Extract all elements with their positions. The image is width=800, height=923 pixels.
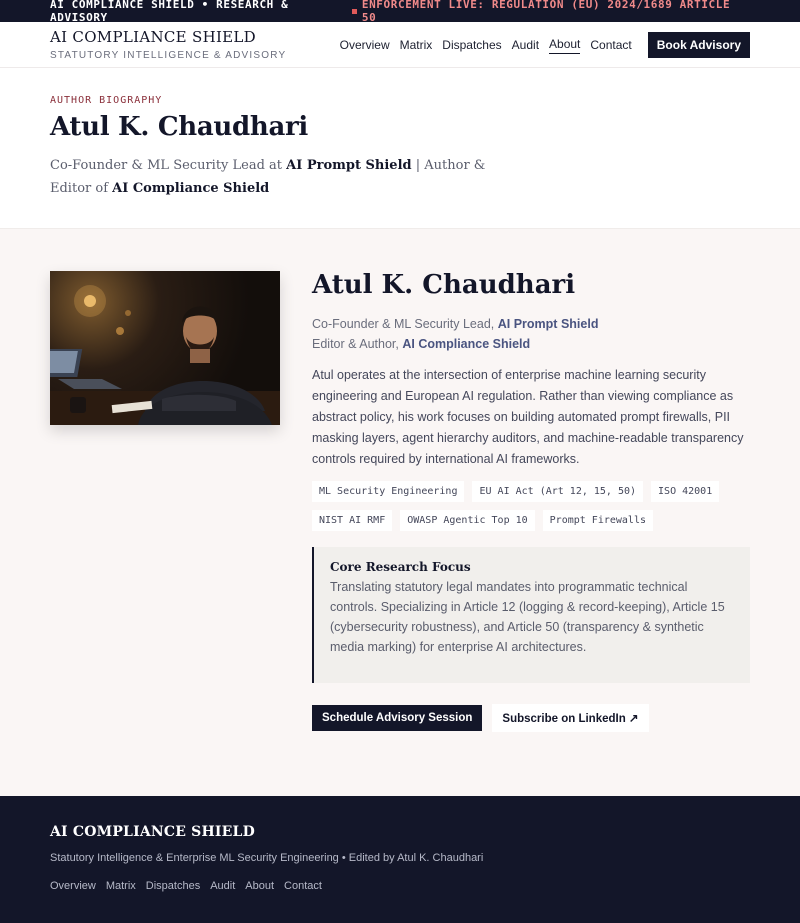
expertise-tags bbox=[312, 481, 742, 531]
author-portrait bbox=[50, 271, 280, 425]
role-2-org-link[interactable]: AI Compliance Shield bbox=[402, 337, 531, 351]
profile-section bbox=[0, 229, 800, 796]
nav-about[interactable]: About bbox=[549, 35, 580, 54]
footer-link-matrix[interactable]: Matrix bbox=[105, 880, 136, 892]
profile-actions bbox=[312, 704, 750, 732]
lead-text-2: | Author & Editor of bbox=[50, 158, 486, 196]
nav-contact[interactable]: Contact bbox=[590, 37, 632, 52]
hero-lead bbox=[50, 154, 520, 200]
schedule-advisory-button[interactable]: Schedule Advisory Session bbox=[312, 705, 482, 731]
callout-body: Translating statutory legal mandates into programmatic technical controls. Specializing in Article 12 (logging & record-keeping), Article 15 (cybersecurity robustness), and Article 50 (transparency & synthetic media marking) for enterprise AI architectures. bbox=[330, 580, 725, 654]
profile-name: Atul K. Chaudhari bbox=[312, 270, 576, 300]
alert-text: ENFORCEMENT LIVE: REGULATION (EU) 2024/1689 ARTICLE 50 bbox=[361, 0, 731, 24]
alert-dot-icon bbox=[352, 9, 357, 14]
role-2-prefix: Editor & Author, bbox=[312, 337, 403, 351]
profile-roles bbox=[312, 314, 750, 354]
profile-content bbox=[312, 271, 750, 796]
nav-audit[interactable]: Audit bbox=[511, 37, 540, 52]
footer-link-dispatches[interactable]: Dispatches bbox=[145, 880, 201, 892]
footer-link-contact[interactable]: Contact bbox=[284, 880, 322, 892]
footer-tagline: Statutory Intelligence & Enterprise ML Security Engineering • Edited by Atul K. Chaudhari bbox=[50, 852, 484, 864]
tag: EU AI Act (Art 12, 15, 50) bbox=[472, 481, 643, 502]
page-title: Atul K. Chaudhari bbox=[50, 112, 309, 142]
hero-section bbox=[0, 68, 800, 229]
nav-overview[interactable]: Overview bbox=[339, 37, 390, 52]
book-advisory-button[interactable]: Book Advisory bbox=[648, 32, 750, 58]
footer-link-about[interactable]: About bbox=[245, 880, 275, 892]
site-footer bbox=[0, 796, 800, 923]
nav-dispatches[interactable]: Dispatches bbox=[442, 37, 502, 52]
subscribe-linkedin-button[interactable]: Subscribe on LinkedIn ↗ bbox=[492, 704, 648, 732]
role-1-org-link[interactable]: AI Prompt Shield bbox=[497, 317, 599, 331]
callout-title: Core Research Focus bbox=[330, 560, 471, 574]
enforcement-alert bbox=[352, 0, 750, 24]
portrait-illustration bbox=[50, 271, 280, 425]
tag: OWASP Agentic Top 10 bbox=[400, 510, 534, 531]
role-line-2 bbox=[312, 334, 750, 354]
footer-brand: AI COMPLIANCE SHIELD bbox=[50, 824, 255, 840]
eyebrow-label: AUTHOR BIOGRAPHY bbox=[50, 95, 163, 106]
brand-subtitle: STATUTORY INTELLIGENCE & ADVISORY bbox=[50, 50, 287, 61]
profile-bio: Atul operates at the intersection of enterprise machine learning security engineering and European AI regulation. Rather than viewing compliance as abstract policy, his work focuses on building automated prompt firewalls, PII masking layers, agent hierarchy auditors, and machine-readable transparency controls required by international AI frameworks. bbox=[312, 368, 744, 466]
tag: NIST AI RMF bbox=[312, 510, 392, 531]
tag: Prompt Firewalls bbox=[543, 510, 653, 531]
tag: ML Security Engineering bbox=[312, 481, 464, 502]
lead-org-compliance-shield: AI Compliance Shield bbox=[112, 181, 270, 196]
role-1-prefix: Co-Founder & ML Security Lead, bbox=[312, 317, 498, 331]
footer-link-overview[interactable]: Overview bbox=[50, 880, 96, 892]
tag: ISO 42001 bbox=[651, 481, 719, 502]
brand-title: AI COMPLIANCE SHIELD bbox=[50, 28, 257, 46]
research-focus-callout bbox=[312, 547, 750, 683]
lead-org-prompt-shield: AI Prompt Shield bbox=[286, 158, 412, 173]
topbar-label: AI COMPLIANCE SHIELD • RESEARCH & ADVISORY bbox=[50, 0, 289, 24]
footer-links bbox=[50, 880, 750, 892]
lead-text-1: Co-Founder & ML Security Lead at bbox=[50, 158, 287, 173]
top-announcement-bar bbox=[0, 0, 800, 22]
nav-matrix[interactable]: Matrix bbox=[399, 37, 433, 52]
role-line-1 bbox=[312, 314, 750, 334]
site-header bbox=[0, 22, 800, 68]
brand[interactable] bbox=[50, 28, 286, 61]
footer-link-audit[interactable]: Audit bbox=[210, 880, 236, 892]
main-nav bbox=[330, 32, 750, 58]
